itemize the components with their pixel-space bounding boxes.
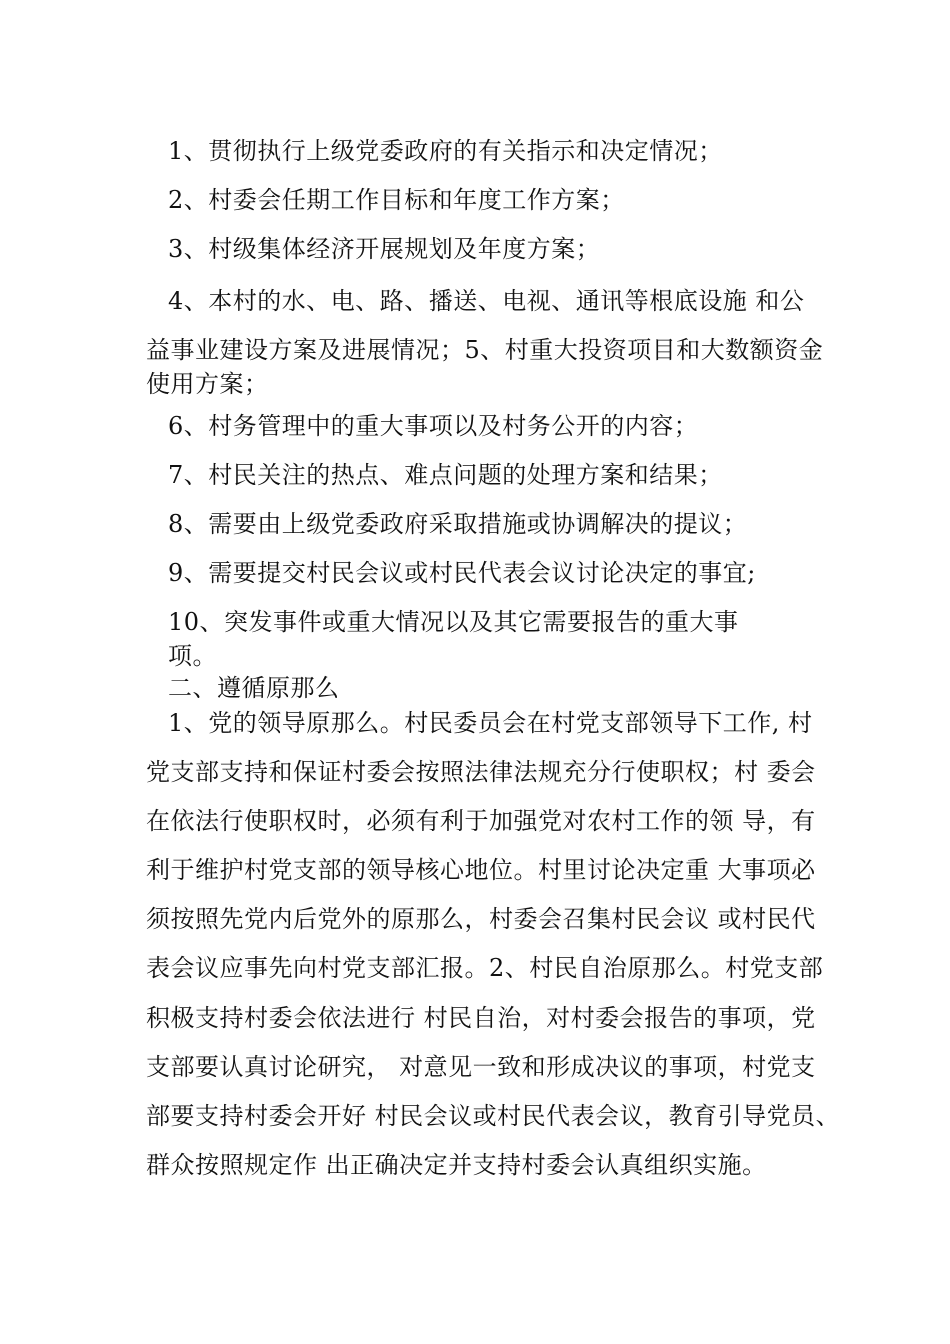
section-heading: 二、遵循原那么 <box>168 674 340 702</box>
list-item-8: 8、需要由上级党委政府采取措施或协调解决的提议； <box>168 510 748 538</box>
list-item-7: 7、村民关注的热点、难点问题的处理方案和结果； <box>168 461 723 489</box>
list-item-2: 2、村委会任期工作目标和年度工作方案； <box>168 186 625 214</box>
list-item-3: 3、村级集体经济开展规划及年度方案； <box>168 235 601 263</box>
principles-line-7: 积极支持村委会依法进行 村民自治，对村委会报告的事项，党 <box>146 1004 816 1032</box>
list-item-1: 1、贯彻执行上级党委政府的有关指示和决定情况； <box>168 137 723 165</box>
principles-line-1: 1、党的领导原那么。村民委员会在村党支部领导下工作, 村 <box>168 709 813 737</box>
list-item-6: 6、村务管理中的重大事项以及村务公开的内容； <box>168 412 699 440</box>
list-item-9: 9、需要提交村民会议或村民代表会议讨论决定的事宜; <box>168 559 756 587</box>
list-item-10-line-2: 项。 <box>168 642 217 670</box>
principles-line-5: 须按照先党内后党外的原那么，村委会召集村民会议 或村民代 <box>146 905 816 933</box>
principles-line-9: 部要支持村委会开好 村民会议或村民代表会议，教育引导党员、 <box>146 1102 841 1130</box>
principles-line-3: 在依法行使职权时，必须有利于加强党对农村工作的领 导，有 <box>146 807 816 835</box>
list-item-5-line-2: 使用方案； <box>146 370 269 398</box>
list-item-4-line-2: 益事业建设方案及进展情况；5、村重大投资项目和大数额资金 <box>146 336 824 364</box>
principles-line-4: 利于维护村党支部的领导核心地位。村里讨论决定重 大事项必 <box>146 856 816 884</box>
list-item-4-line-1: 4、本村的水、电、路、播送、电视、通讯等根底设施 和公 <box>168 287 805 315</box>
principles-line-10: 群众按照规定作 出正确决定并支持村委会认真组织实施。 <box>146 1151 767 1179</box>
principles-line-8: 支部要认真讨论研究， 对意见一致和形成决议的事项，村党支 <box>146 1053 816 1081</box>
principles-line-6: 表会议应事先向村党支部汇报。2、村民自治原那么。村党支部 <box>146 954 824 982</box>
principles-line-2: 党支部支持和保证村委会按照法律法规充分行使职权；村 委会 <box>146 758 816 786</box>
list-item-10-line-1: 10、突发事件或重大情况以及其它需要报告的重大事 <box>168 608 739 636</box>
